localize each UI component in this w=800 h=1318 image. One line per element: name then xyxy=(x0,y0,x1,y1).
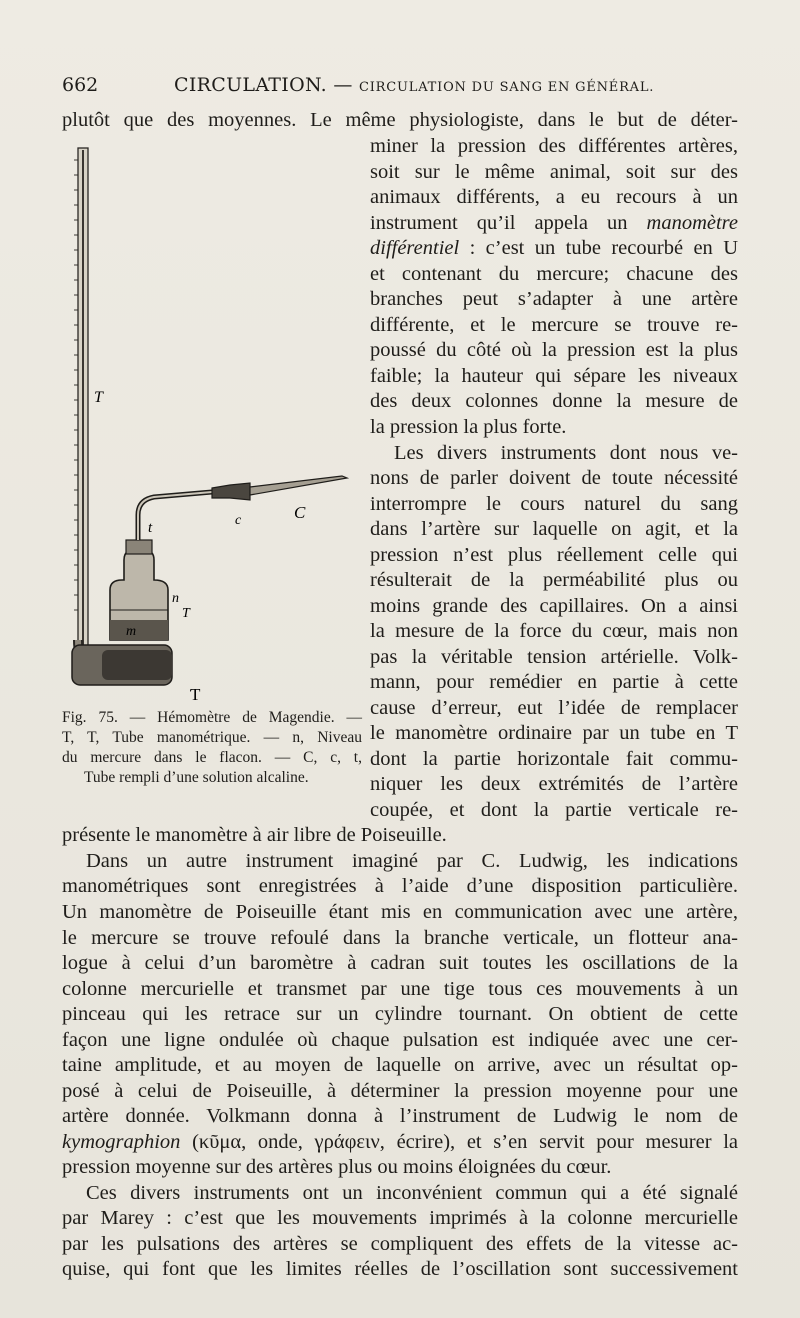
text-line: dont la partie horizontale fait commu- xyxy=(370,748,738,770)
text-line: pression n’est plus réellement celle qui xyxy=(370,544,738,566)
text-line: nons de parler doivent de toute nécessité xyxy=(370,467,738,489)
label-t: t xyxy=(148,520,153,536)
running-header xyxy=(62,74,742,100)
text-line: artère donnée. Volkmann donna à l’instrument de Ludwig le nom de xyxy=(62,1105,738,1127)
text-line: quise, qui font que les limites réelles de l’oscillation sont successivement xyxy=(62,1258,738,1280)
text-line: niquer les deux extrémités de l’artère xyxy=(370,773,738,795)
text-line: la mesure de la force du cœur, mais non xyxy=(370,620,738,642)
text-line: Un manomètre de Poiseuille étant mis en communication avec une artère, xyxy=(62,901,738,923)
cannula-C xyxy=(250,476,347,495)
text-line: le mercure se trouve refoulé dans la branche verticale, un flotteur ana- xyxy=(62,927,738,949)
text-line: colonne mercurielle et transmet par une tige tous ces mouvements à un xyxy=(62,978,738,1000)
text-line: différente, et le mercure se trouve re- xyxy=(370,314,738,336)
connector-c xyxy=(212,483,250,500)
text-line: façon une ligne ondulée où chaque pulsation est indiquée avec une cer- xyxy=(62,1029,738,1051)
text-line: présente le manomètre à air libre de Poiseuille. xyxy=(62,824,447,846)
text-line: par Marey : c’est que les mouvements imprimés à la colonne mercurielle xyxy=(62,1207,738,1229)
label-m: m xyxy=(126,624,137,639)
text-line: plutôt que des moyennes. Le même physiologiste, dans le but de déter- xyxy=(62,109,738,131)
text-line: soit sur le même animal, soit sur des xyxy=(370,161,738,183)
text-line: coupée, et dont la partie verticale re- xyxy=(370,799,738,821)
text-line: par les pulsations des artères se compliquent des effets de la vitesse ac- xyxy=(62,1233,738,1255)
label-n: n xyxy=(172,591,179,606)
text-line: le manomètre ordinaire par un tube en T xyxy=(370,722,738,744)
text-line: poussé du côté où la pression est la plus xyxy=(370,339,738,361)
text-line: pas la véritable tension artérielle. Volk- xyxy=(370,646,738,668)
section-title: CIRCULATION DU SANG EN GÉNÉRAL. xyxy=(359,80,655,95)
text-line: et contenant du mercure; chacune des xyxy=(370,263,738,285)
header-separator: — xyxy=(327,74,359,96)
flask-stopper xyxy=(126,540,152,554)
text-line: résulterait de la perméabilité plus ou xyxy=(370,569,738,591)
text-line: mann, pour remédier en partie à cette xyxy=(370,671,738,693)
text-line: branches peut s’adapter à une artère xyxy=(370,288,738,310)
base-block xyxy=(102,650,172,680)
page-number: 662 xyxy=(62,74,99,96)
text-line: faible; la hauteur qui sépare les niveaux xyxy=(370,365,738,387)
text-line: miner la pression des différentes artères, xyxy=(370,135,738,157)
text-line: pression moyenne sur des artères plus ou moins éloignées du cœur. xyxy=(62,1156,612,1178)
figure-caption-line-3: du mercure dans le flacon. — C, c, t, xyxy=(62,749,362,766)
text-line: kymographion (κῦμα, onde, γράφειν, écrire), et s’en servit pour mesurer la xyxy=(62,1131,738,1153)
text-line: différentiel : c’est un tube recourbé en U xyxy=(370,237,738,259)
flask-mercury xyxy=(110,620,168,640)
hemometre-illustration xyxy=(62,140,362,710)
text-line: taine amplitude, et au moyen de laquelle on arrive, avec un résultat op- xyxy=(62,1054,738,1076)
text-line: posé à celui de Poiseuille, à déterminer la pression moyenne pour une xyxy=(62,1080,738,1102)
label-c: c xyxy=(235,513,242,528)
label-C: C xyxy=(294,503,306,522)
text-line: la pression la plus forte. xyxy=(370,416,567,438)
figure-caption-line-2: T, T, Tube manométrique. — n, Niveau xyxy=(62,729,362,746)
text-line: animaux différents, a eu recours à un xyxy=(370,186,738,208)
text-line: moins grande des capillaires. On a ainsi xyxy=(370,595,738,617)
text-line: cause d’erreur, eut l’idée de remplacer xyxy=(370,697,738,719)
figure-hemometre xyxy=(62,140,362,710)
label-bottom: Ƭ xyxy=(190,685,201,704)
text-line: instrument qu’il appela un manomètre xyxy=(370,212,738,234)
label-T-lower: T xyxy=(182,606,190,621)
chapter-title: CIRCULATION. xyxy=(174,74,328,96)
text-line: pinceau qui les retrace sur un cylindre tournant. On obtient de cette xyxy=(62,1003,738,1025)
text-line: Les divers instruments dont nous ve- xyxy=(394,442,738,464)
text-line: Ces divers instruments ont un inconvénient commun qui a été signalé xyxy=(86,1182,738,1204)
text-line: manométriques sont enregistrées à l’aide d’une disposition particulière. xyxy=(62,875,738,897)
figure-caption-line-4: Tube rempli d’une solution alcaline. xyxy=(84,769,309,786)
running-title xyxy=(174,74,654,96)
text-line: des deux colonnes donne la mesure de xyxy=(370,390,738,412)
text-line: logue à celui d’un baromètre à cadran suit toutes les oscillations de la xyxy=(62,952,738,974)
text-line: interrompre le cours naturel du sang xyxy=(370,493,738,515)
text-line: Dans un autre instrument imaginé par C. Ludwig, les indications xyxy=(86,850,738,872)
label-T-upper: T xyxy=(94,389,103,406)
text-line: dans l’artère sur laquelle on agit, et la xyxy=(370,518,738,540)
figure-caption-line-1: Fig. 75. — Hémomètre de Magendie. — xyxy=(62,709,362,726)
